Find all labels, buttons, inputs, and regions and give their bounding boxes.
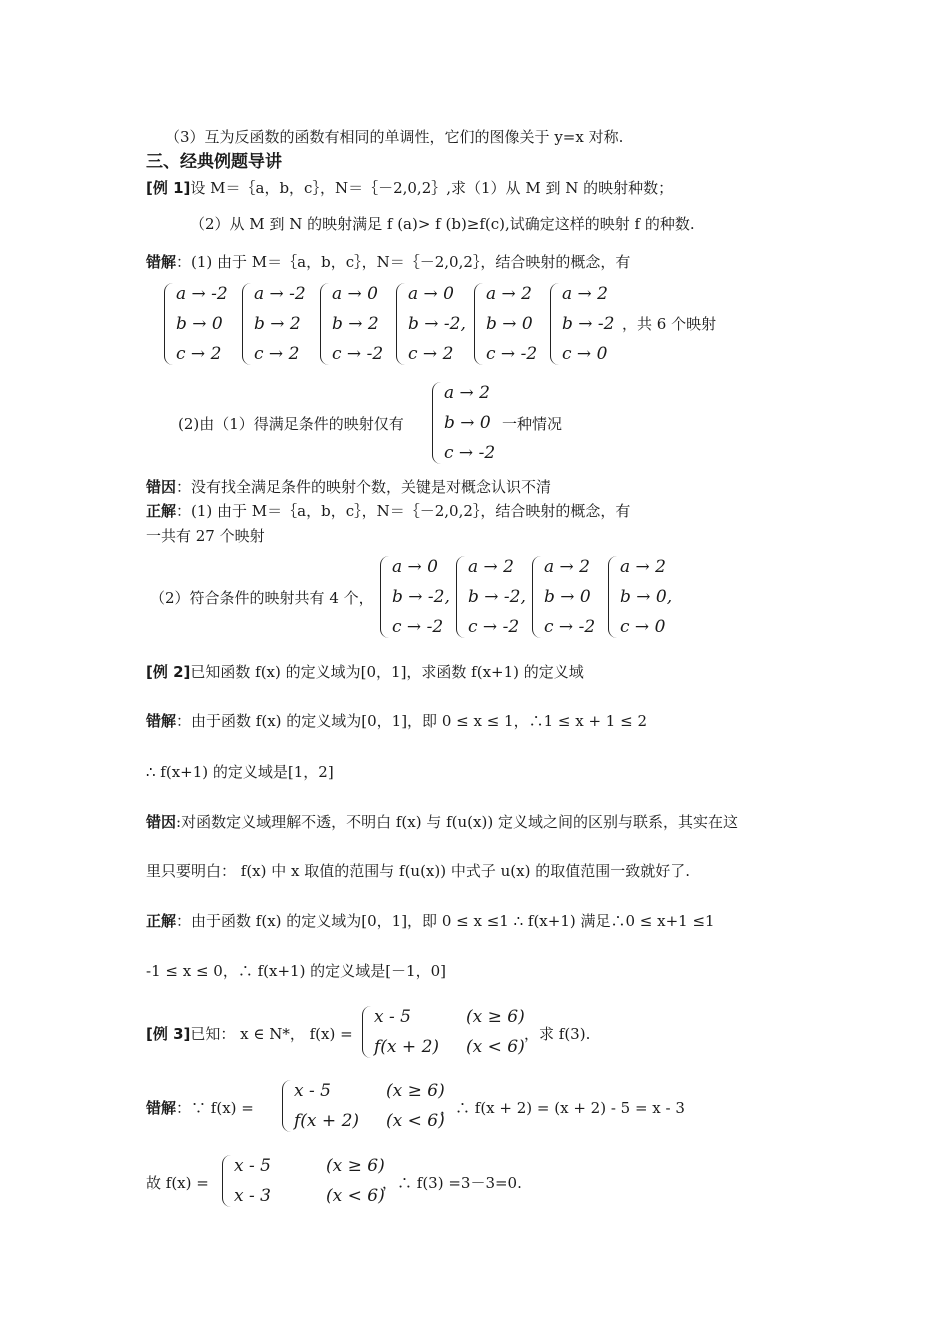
mapping-row: c → -2 [332, 344, 384, 364]
mapping-row: c → 0 [620, 617, 666, 637]
mapping-row: b → 2 [254, 314, 301, 334]
cause-text: ：没有找全满足条件的映射个数，关键是对概念认识不清 [176, 478, 552, 496]
wrong-solution-1 [146, 252, 630, 272]
correct-solution-1b: 一共有 27 个映射 [146, 527, 265, 545]
case-expression: f(x + 2) [294, 1111, 360, 1131]
mapping-row: c → -2 [392, 617, 444, 637]
mapping-row: a → 0 [392, 557, 439, 577]
case-condition: (x < 6) [386, 1111, 445, 1131]
brace-system [432, 382, 495, 464]
wrong-text: ：由于函数 f(x) 的定义域为[0，1]，即 0 ≤ x ≤ 1，∴1 ≤ x + 1 ≤ 2 [176, 712, 647, 730]
example-text: 设 M＝｛a，b，c｝，N＝｛－2,0,2｝,求（1）从 M 到 N 的映射种数； [190, 179, 674, 197]
case-condition: (x ≥ 6) [326, 1156, 385, 1176]
left-brace [222, 1155, 232, 1207]
case-row [374, 1036, 525, 1058]
mapping-row: b → 2 [332, 314, 379, 334]
cause-label: 错因 [146, 478, 177, 496]
right-text: ：(1) 由于 M＝｛a，b，c｝，N＝｛－2,0,2｝，结合映射的概念，有 [176, 502, 631, 520]
wrong-text: ：∵ f(x) = [176, 1099, 254, 1117]
right-label: 正解 [146, 502, 177, 520]
correct-solution-2b: -1 ≤ x ≤ 0，∴ f(x+1) 的定义域是[－1，0] [146, 962, 446, 980]
left-brace [380, 556, 390, 638]
left-brace [164, 283, 174, 365]
wrong-label: 错解 [146, 1099, 177, 1117]
mapping-row: a → 2 [468, 557, 515, 577]
conclusion-prefix: 故 f(x) = [146, 1174, 209, 1192]
wrong-solution-3-suffix: ，∴ f(x + 2) = (x + 2) - 5 = x - 3 [440, 1099, 685, 1117]
left-brace [432, 382, 442, 464]
case-row [374, 1006, 525, 1028]
mapping-row: c → 2 [254, 344, 300, 364]
mapping-row: b → -2, [468, 587, 526, 607]
example-1-question [146, 178, 673, 198]
example-3-question-suffix: ，求 f(3). [524, 1025, 591, 1043]
mapping-row: c → -2 [544, 617, 596, 637]
mapping-row: a → 2 [544, 557, 591, 577]
error-cause-2 [146, 812, 738, 832]
wrong-solution-2 [146, 711, 647, 731]
example-label: [例 2] [146, 663, 191, 681]
case-condition: (x < 6) [326, 1186, 385, 1206]
left-brace [456, 556, 466, 638]
brace-system [474, 283, 537, 365]
mapping-row: c → -2 [468, 617, 520, 637]
right-text: ：由于函数 f(x) 的定义域为[0，1]，即 0 ≤ x ≤1 ∴ f(x+1) 满足∴0 ≤ x+1 ≤1 [176, 912, 715, 930]
example-1-question-2: （2）从 M 到 N 的映射满足 f (a)> f (b)≥f(c),试确定这样的映射 f 的种数. [190, 215, 695, 233]
wrong-part-2-suffix: 一种情况 [502, 415, 563, 433]
mapping-row: a → 2 [486, 284, 533, 304]
mapping-row: a → 0 [332, 284, 379, 304]
mapping-row: a → 2 [444, 383, 491, 403]
case-expression: x - 5 [374, 1007, 411, 1027]
left-brace [282, 1080, 292, 1132]
mapping-row: b → -2 [562, 314, 615, 334]
case-expression: x - 5 [234, 1156, 271, 1176]
left-brace [242, 283, 252, 365]
brace-cases [362, 1006, 525, 1058]
mapping-row: b → -2, [408, 314, 466, 334]
brace-system [550, 283, 615, 365]
example-label: [例 1] [146, 179, 191, 197]
wrong-part-2-prefix: (2)由（1）得满足条件的映射仅有 [178, 415, 404, 433]
mapping-count-note: ，共 6 个映射 [622, 315, 717, 333]
mapping-row: c → -2 [444, 443, 496, 463]
mapping-row: b → 0 [176, 314, 223, 334]
error-cause-1 [146, 477, 551, 497]
brace-system [608, 556, 672, 638]
mapping-row: c → 2 [176, 344, 222, 364]
brace-system [164, 283, 228, 365]
correct-solution-2 [146, 911, 715, 931]
case-condition: (x ≥ 6) [386, 1081, 445, 1101]
example-3-question-prefix [146, 1024, 353, 1044]
example-text: 已知： x ∈ N*， f(x) = [190, 1025, 353, 1043]
correct-part-2-prefix: （2）符合条件的映射共有 4 个， [150, 589, 374, 607]
right-label: 正解 [146, 912, 177, 930]
mapping-row: b → 0 [444, 413, 491, 433]
left-brace [320, 283, 330, 365]
mapping-row: c → 2 [408, 344, 454, 364]
brace-system [456, 556, 526, 638]
mapping-row: a → 0 [408, 284, 455, 304]
mapping-row: b → 0 [544, 587, 591, 607]
property-3-text: （3）互为反函数的函数有相同的单调性，它们的图像关于 y=x 对称. [165, 128, 624, 146]
wrong-label: 错解 [146, 253, 177, 271]
wrong-solution-2b: ∴ f(x+1) 的定义域是[1，2] [146, 763, 334, 781]
left-brace [550, 283, 560, 365]
mapping-row: c → 0 [562, 344, 608, 364]
brace-system [396, 283, 466, 365]
example-label: [例 3] [146, 1025, 191, 1043]
cause-label: 错因 [146, 813, 177, 831]
wrong-text: ：(1) 由于 M＝｛a，b，c｝，N＝｛－2,0,2｝，结合映射的概念，有 [176, 253, 631, 271]
case-condition: (x ≥ 6) [466, 1007, 525, 1027]
case-expression: x - 3 [234, 1186, 271, 1206]
left-brace [608, 556, 618, 638]
left-brace [362, 1006, 372, 1058]
brace-system [532, 556, 595, 638]
case-condition: (x < 6) [466, 1037, 525, 1057]
wrong-label: 错解 [146, 712, 177, 730]
case-row [294, 1110, 445, 1132]
mapping-row: a → -2 [176, 284, 228, 304]
case-expression: f(x + 2) [374, 1037, 440, 1057]
mapping-row: a → 2 [562, 284, 609, 304]
case-row [294, 1080, 445, 1102]
brace-cases [222, 1155, 385, 1207]
mapping-row: c → -2 [486, 344, 538, 364]
example-text: 已知函数 f(x) 的定义域为[0，1]，求函数 f(x+1) 的定义域 [190, 663, 584, 681]
left-brace [474, 283, 484, 365]
case-row [234, 1185, 385, 1207]
cause-text: :对函数定义域理解不透，不明白 f(x) 与 f(u(x)) 定义域之间的区别与联系，其实在这 [176, 813, 738, 831]
mapping-row: b → -2, [392, 587, 450, 607]
brace-cases [282, 1080, 445, 1132]
mapping-row: b → 0, [620, 587, 673, 607]
case-expression: x - 5 [294, 1081, 331, 1101]
left-brace [396, 283, 406, 365]
case-row [234, 1155, 385, 1177]
mapping-row: a → -2 [254, 284, 306, 304]
correct-solution-1 [146, 501, 630, 521]
wrong-solution-3-prefix [146, 1098, 254, 1118]
error-cause-2b: 里只要明白： f(x) 中 x 取值的范围与 f(u(x)) 中式子 u(x) 的取值范围一致就好了. [146, 862, 690, 880]
section-heading: 三、经典例题导讲 [146, 152, 282, 172]
example-2-question [146, 662, 584, 682]
left-brace [532, 556, 542, 638]
brace-system [320, 283, 383, 365]
conclusion-suffix: ，∴ f(3) =3－3=0. [382, 1174, 522, 1192]
brace-system [242, 283, 306, 365]
mapping-row: b → 0 [486, 314, 533, 334]
brace-system [380, 556, 450, 638]
mapping-row: a → 2 [620, 557, 667, 577]
